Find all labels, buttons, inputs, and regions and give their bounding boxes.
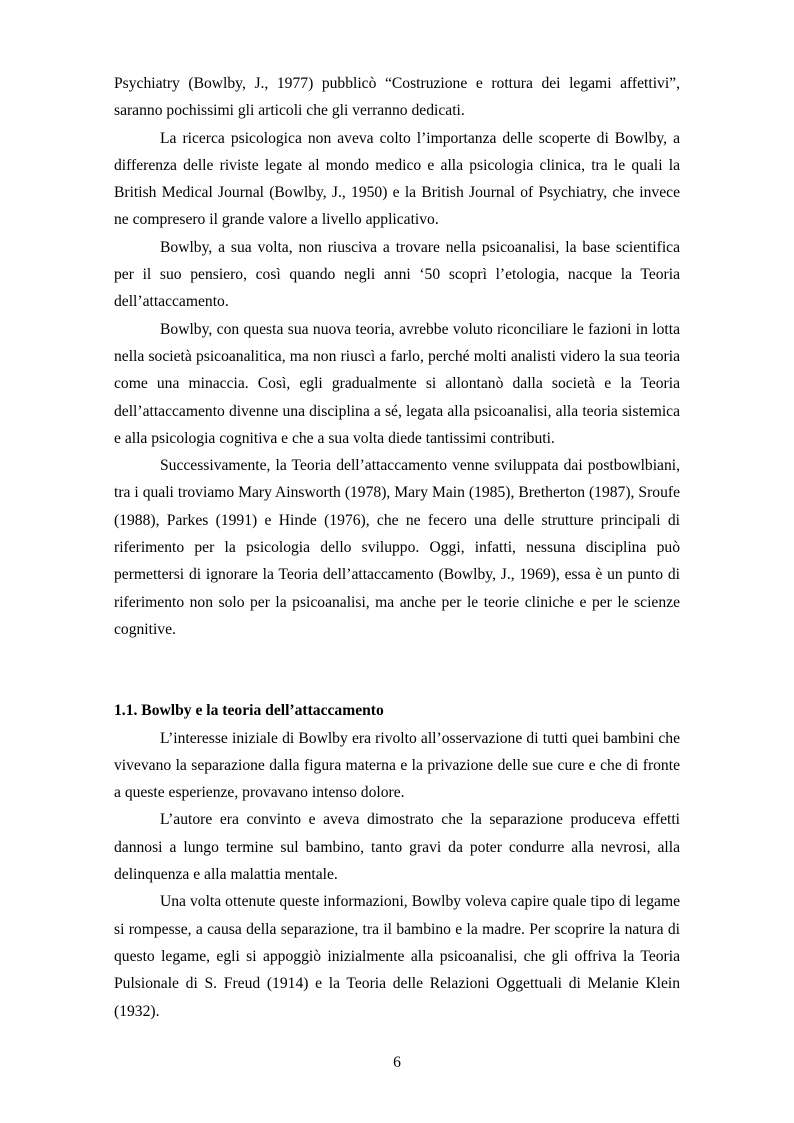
paragraph: Bowlby, a sua volta, non riusciva a trovare nella psicoanalisi, la base scientifica per il suo pensiero, così quando negli anni ‘50 scoprì l’etologia, nacque la Teoria dell’attaccamento.	[114, 238, 680, 311]
paragraph: L’autore era convinto e aveva dimostrato che la separazione produceva effetti dannosi a lungo termine sul bambino, tanto gravi da poter condurre alla nevrosi, alla delinquenza e alla malattia mentale.	[114, 811, 680, 884]
paragraph: Bowlby, con questa sua nuova teoria, avrebbe voluto riconciliare le fazioni in lotta nella società psicoanalitica, ma non riuscì a farlo, perché molti analisti videro la sua teoria come una minaccia. Così, egli gradualmente si allontanò dalla società e la Teoria dell’attaccamento divenne una disciplina a sé, legata alla psicoanalisi, alla teoria sistemica e alla psicologia cognitiva e che a sua volta diede tantissimi contributi.	[114, 320, 680, 447]
text-column	[114, 70, 680, 1025]
paragraph: L’interesse iniziale di Bowlby era rivolto all’osservazione di tutti quei bambini che vivevano la separazione dalla figura materna e la privazione delle sue cure e che di fronte a queste esperienze, provavano intenso dolore.	[114, 729, 680, 802]
page-number: 6	[393, 1054, 401, 1071]
section-spacer	[114, 643, 680, 697]
paragraph: Una volta ottenute queste informazioni, Bowlby voleva capire quale tipo di legame si rompesse, a causa della separazione, tra il bambino e la madre. Per scoprire la natura di questo legame, egli si appoggiò inizialmente alla psicoanalisi, che gli offriva la Teoria Pulsionale di S. Freud (1914) e la Teoria delle Relazioni Oggettuali di Melanie Klein (1932).	[114, 893, 680, 1020]
paragraph: La ricerca psicologica non aveva colto l’importanza delle scoperte di Bowlby, a differenza delle riviste legate al mondo medico e alla psicologia clinica, tra le quali la British Medical Journal (Bowlby, J., 1950) e la British Journal of Psychiatry, che invece ne compresero il grande valore a livello applicativo.	[114, 129, 680, 229]
section-heading: 1.1. Bowlby e la teoria dell’attaccamento	[114, 702, 384, 720]
paragraph: Successivamente, la Teoria dell’attaccamento venne sviluppata dai postbowlbiani, tra i quali troviamo Mary Ainsworth (1978), Mary Main (1985), Bretherton (1987), Sroufe (1988), Parkes (1991) e Hinde (1976), che ne fecero una delle strutture principali di riferimento per la psicologia dello sviluppo. Oggi, infatti, nessuna disciplina può permettersi di ignorare la Teoria dell’attaccamento (Bowlby, J., 1969), essa è un punto di riferimento non solo per la psicoanalisi, ma anche per le teorie cliniche e per le scienze cognitive.	[114, 457, 680, 638]
paragraph-continuation: Psychiatry (Bowlby, J., 1977) pubblicò “Costruzione e rottura dei legami affettivi”, saranno pochissimi gli articoli che gli verranno dedicati.	[114, 75, 680, 120]
